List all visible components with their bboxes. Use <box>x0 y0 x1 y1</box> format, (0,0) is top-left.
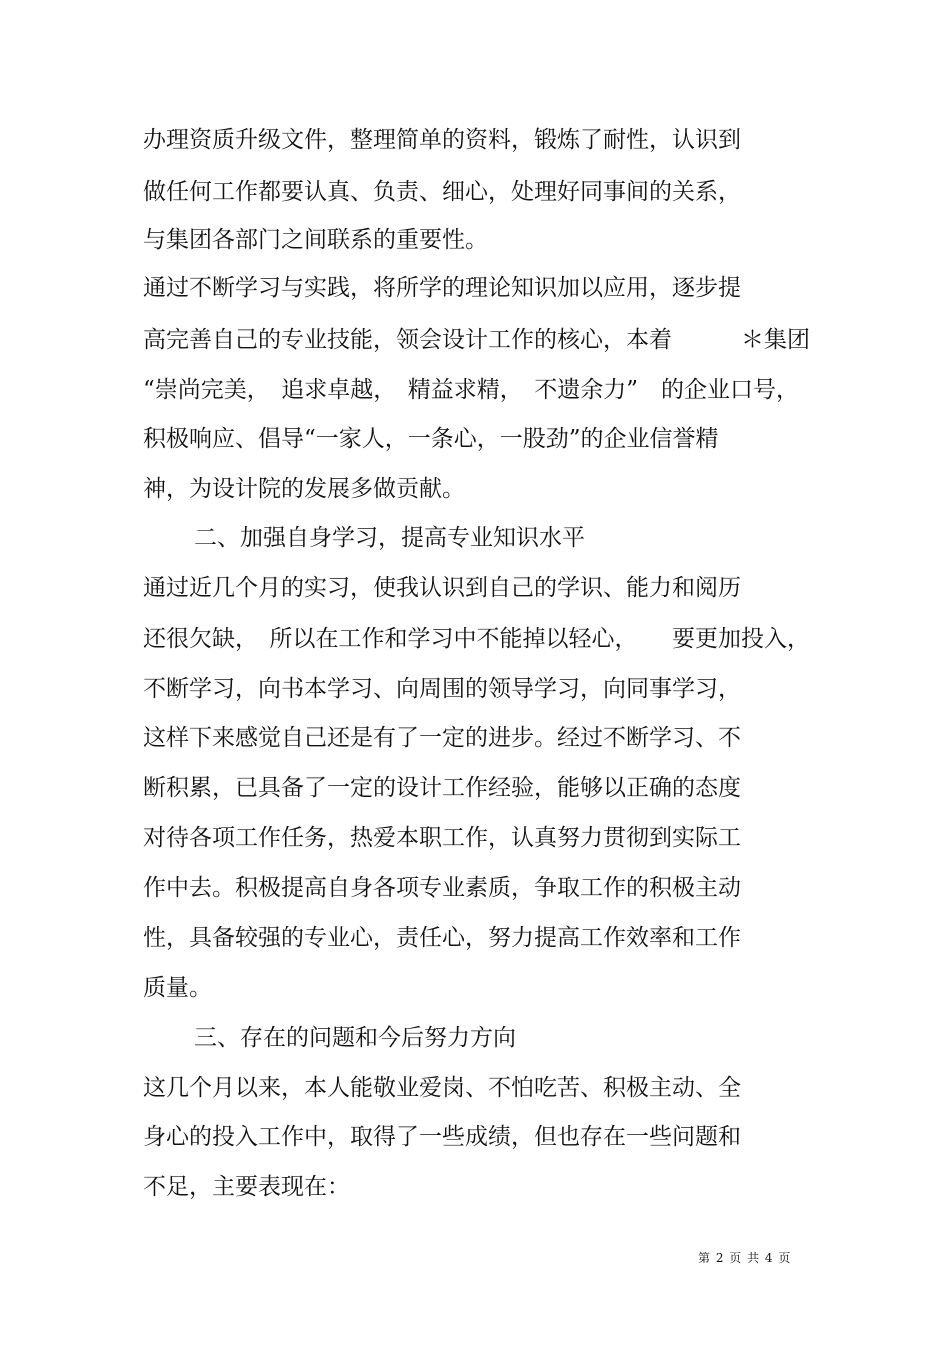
body-line: 对待各项工作任务，热爱本职工作，认真努力贯彻到实际工 <box>143 825 741 851</box>
body-line: 这样下来感觉自己还是有了一定的进步。经过不断学习、不 <box>143 725 741 751</box>
page-number-footer: 第 2 页 共 4 页 <box>698 1251 792 1265</box>
body-line: 不断学习，向书本学习、向周围的领导学习，向同事学习， <box>143 676 741 702</box>
body-line: 断积累，已具备了一定的设计工作经验，能够以正确的态度 <box>143 775 741 801</box>
body-line: 神，为设计院的发展多做贡献。 <box>143 476 465 502</box>
body-line: 身心的投入工作中，取得了一些成绩，但也存在一些问题和 <box>143 1124 741 1150</box>
body-line: 不足，主要表现在： <box>143 1174 350 1200</box>
body-line: 积极响应、倡导“一家人，一条心，一股劲”的企业信誉精 <box>143 426 719 452</box>
body-line: 办理资质升级文件，整理简单的资料，锻炼了耐性，认识到 <box>143 127 741 153</box>
body-line: 性，具备较强的专业心，责任心，努力提高工作效率和工作 <box>143 925 741 951</box>
body-line: 这几个月以来，本人能敬业爱岗、不怕吃苦、积极主动、全 <box>143 1075 741 1101</box>
body-line: 高完善自己的专业技能，领会设计工作的核心，本着 ＊集团 <box>143 327 810 353</box>
section-heading: 二、加强自身学习，提高专业知识水平 <box>194 525 585 551</box>
body-line: 做任何工作都要认真、负责、细心，处理好同事间的关系， <box>143 179 741 205</box>
section-heading: 三、存在的问题和今后努力方向 <box>194 1025 516 1051</box>
body-line: “崇尚完美， 追求卓越， 精益求精， 不遗余力” 的企业口号， <box>143 377 800 403</box>
body-line: 与集团各部门之间联系的重要性。 <box>143 227 488 253</box>
body-line: 还很欠缺， 所以在工作和学习中不能掉以轻心， 要更加投入， <box>143 626 810 652</box>
body-line: 质量。 <box>143 975 212 1001</box>
body-line: 通过不断学习与实践，将所学的理论知识加以应用，逐步提 <box>143 275 741 301</box>
body-line: 作中去。积极提高自身各项专业素质，争取工作的积极主动 <box>143 875 741 901</box>
body-line: 通过近几个月的实习，使我认识到自己的学识、能力和阅历 <box>143 575 741 601</box>
